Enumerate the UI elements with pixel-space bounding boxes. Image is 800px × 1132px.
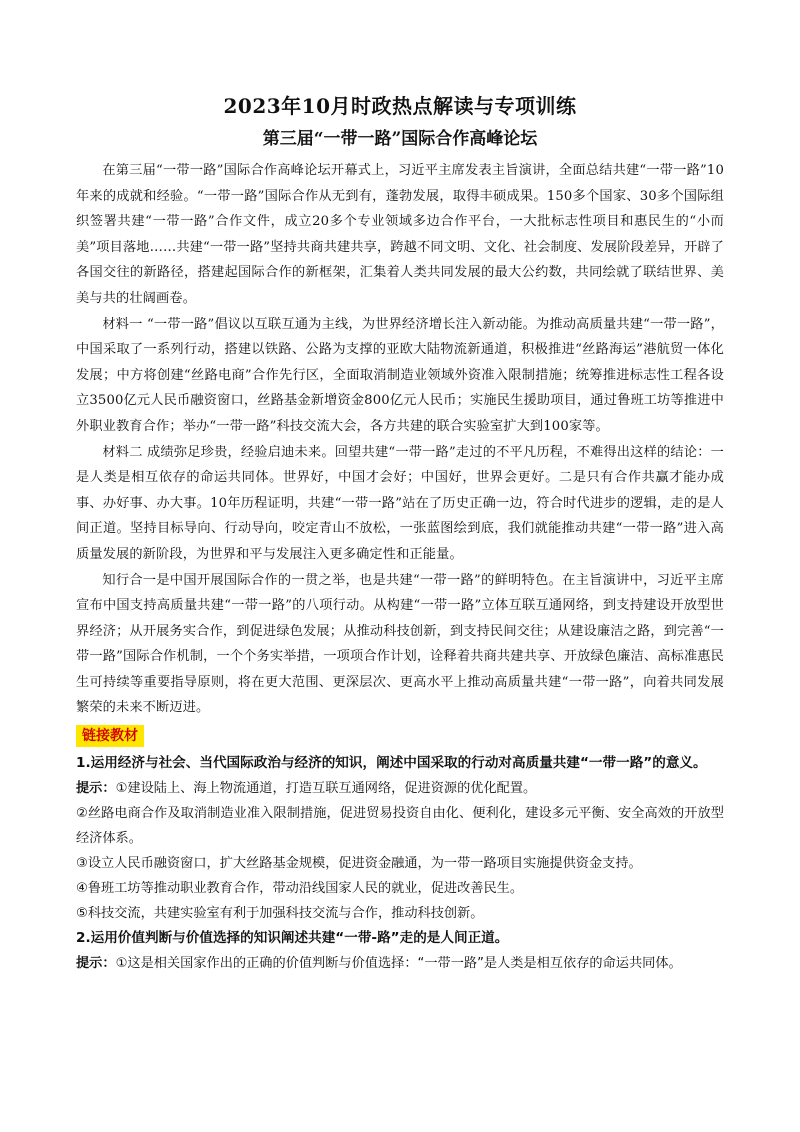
answer-1-line-5: ⑤科技交流，共建实验室有利于加强科技交流与合作，推动科技创新。 [76,906,484,922]
material-two-paragraph: 材料二 成绩弥足珍贵，经验启迪未来。回望共建“一带一路”走过的不平凡历程，不难得出这样的结论：一是人类是相互依存的命运共同体。世界好，中国才会好；中国好，世界会更好。二是只有合作共赢才能办成事、办好事、办大事。10年历程证明，共建“一带一路”站在了历史正确一边，符合时代进步的逻辑，走的是人间正道。坚持目标导向、行动导向，咬定青山不放松，一张蓝图绘到底，我们就能推动共建“一带一路”进入高质量发展的新阶段，为世界和平与发展注入更多确定性和正能量。 [76,444,724,562]
summary-paragraph: 知行合一是中国开展国际合作的一贯之举，也是共建“一带一路”的鲜明特色。在主旨演讲中，习近平主席宣布中国支持高质量共建“一带一路”的八项行动。从构建“一带一路”立体互联互通网络，到支持建设开放型世界经济；从开展务实合作，到促进绿色发展；从推动科技创新，到支持民间交往；从建设廉洁之路，到完善“一带一路”国际合作机制，一个个务实举措，一项项合作计划，诠释着共商共建共享、开放绿色廉洁、高标准惠民生可持续等重要指导原则，将在更大范围、更深层次、更高水平上推动高质量共建“一带一路”，向着共同发展繁荣的未来不断迈进。 [76,572,724,716]
answer-1-line-2: ②丝路电商合作及取消制造业准入限制措施，促进贸易投资自由化、便利化，建设多元平衡、安全高效的开放型经济体系。 [76,806,724,847]
answer-1-line-3: ③设立人民币融资窗口，扩大丝路基金规模，促进资金融通，为一带一路项目实施提供资金支持。 [76,856,642,872]
material-one-paragraph: 材料一 “一带一路”倡议以互联互通为主线，为世界经济增长注入新动能。为推动高质量共建“一带一路”，中国采取了一系列行动，搭建以铁路、公路为支撑的亚欧大陆物流新通道，积极推进“丝路海运”港航贸一体化发展；中方将创建“丝路电商”合作先行区，全面取消制造业领域外资准入限制措施；统筹推进标志性工程各设立3500亿元人民币融资窗口，丝路基金新增资金800亿元人民币；实施民生援助项目，通过鲁班工坊等推进中外职业教育合作；举办“一带一路”科技交流大会，各方共建的联合实验室扩大到100家等。 [76,316,724,434]
section-tag: 链接教材 [76,725,144,747]
hint-label-2: 提示： [76,956,116,972]
answer-2-line-1 [76,951,724,976]
page-title: 2023年10月时政热点解读与专项训练 [223,94,577,118]
answer-1-text: ①建设陆上、海上物流通道，打造互联互通网络，促进资源的优化配置。 [115,781,537,797]
answer-2-text: ①这是相关国家作出的正确的价值判断与价值选择：“一带一路”是人类是相互依存的命运共同体。 [115,956,682,972]
answer-1-line-4: ④鲁班工坊等推动职业教育合作，带动沿线国家人民的就业，促进改善民生。 [76,881,524,897]
hint-label: 提示： [76,781,116,797]
question-2: 2.运用价值判断与价值选择的知识阐述共建“一带-路”走的是人间正道。 [76,930,509,947]
intro-paragraph: 在第三届“一带一路”国际合作高峰论坛开幕式上，习近平主席发表主旨演讲，全面总结共建“一带一路”10年来的成就和经验。“一带一路”国际合作从无到有，蓬勃发展，取得丰硕成果。150多个国家、30多个国际组织签署共建“一带一路”合作文件，成立20多个专业领域多边合作平台，一大批标志性项目和惠民生的“小而美”项目落地……共建“一带一路”坚持共商共建共享，跨越不同文明、文化、社会制度、发展阶段差异，开辟了各国交往的新路径，搭建起国际合作的新框架，汇集着人类共同发展的最大公约数，共同绘就了联结世界、美美与共的壮阔画卷。 [76,163,724,306]
question-1: 1.运用经济与社会、当代国际政治与经济的知识，阐述中国采取的行动对高质量共建“一带一路”的意义。 [76,755,707,772]
section-tag-wrapper [76,721,724,751]
page-subtitle: 第三届“一带一路”国际合作高峰论坛 [262,129,538,149]
answer-1-line-1 [76,776,724,801]
